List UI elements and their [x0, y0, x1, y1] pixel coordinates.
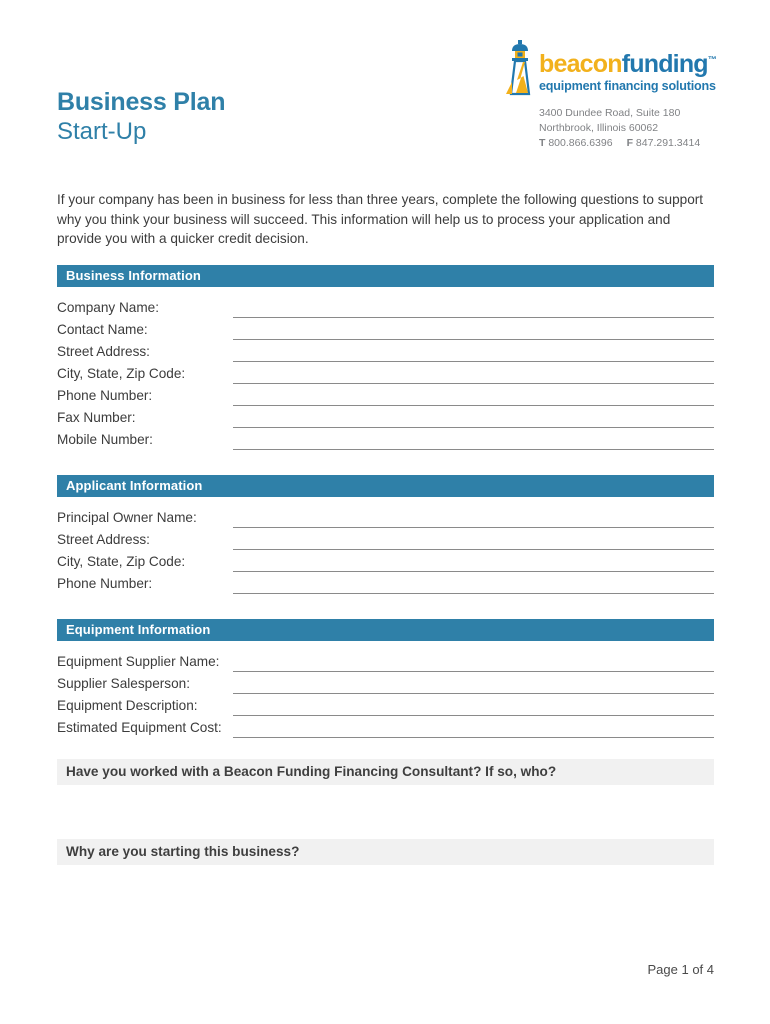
phone-number: 800.866.6396: [548, 137, 613, 150]
blank-fill-line: [233, 344, 714, 362]
field-label: Company Name:: [57, 299, 159, 315]
field-label: Fax Number:: [57, 409, 136, 425]
section-equipment-information: [57, 619, 714, 738]
field-row-estimated-equipment-cost: [57, 716, 714, 738]
field-row-supplier-salesperson: [57, 672, 714, 694]
logo-row: [505, 40, 717, 98]
field-label: Mobile Number:: [57, 431, 153, 447]
blank-fill-line: [233, 300, 714, 318]
title-line-1: Business Plan: [57, 88, 226, 116]
address-line-2: Northbrook, Illinois 60062: [539, 122, 659, 135]
brand-name-funding: funding: [621, 50, 708, 78]
page-title: [57, 88, 225, 146]
field-row-city-state-zip: [57, 362, 714, 384]
field-label: Supplier Salesperson:: [57, 675, 190, 691]
page-number: Page 1 of 4: [647, 962, 714, 977]
blank-fill-line: [233, 654, 714, 672]
business-information-rows: [57, 287, 714, 450]
section-header-business-information: Business Information: [57, 265, 714, 287]
trademark-symbol: ™: [707, 54, 717, 65]
company-logo: [505, 40, 717, 152]
field-label: Equipment Supplier Name:: [57, 653, 220, 669]
title-line-2: Start-Up: [57, 117, 147, 145]
blank-fill-line: [233, 388, 714, 406]
brand-name: [539, 52, 717, 77]
field-label: Principal Owner Name:: [57, 509, 197, 525]
field-row-street-address: [57, 528, 714, 550]
fax-number: 847.291.3414: [635, 137, 701, 150]
field-row-phone-number: [57, 572, 714, 594]
brand-name-beacon: beacon: [539, 50, 622, 78]
field-row-contact-name: [57, 318, 714, 340]
blank-fill-line: [233, 576, 714, 594]
equipment-information-rows: [57, 641, 714, 738]
company-address: [539, 106, 717, 152]
section-header-equipment-information: Equipment Information: [57, 619, 714, 641]
applicant-information-rows: [57, 497, 714, 594]
field-row-fax-number: [57, 406, 714, 428]
field-label: Contact Name:: [57, 321, 148, 337]
blank-fill-line: [233, 432, 714, 450]
blank-fill-line: [233, 410, 714, 428]
intro-paragraph: If your company has been in business for less than three years, complete the following questions to support why you think your business will succeed. This information will help us to process your application and provide you with a quicker credit decision.: [57, 192, 704, 246]
section-applicant-information: [57, 475, 714, 594]
question-why-starting: Why are you starting this business?: [57, 839, 714, 865]
field-label: City, State, Zip Code:: [57, 365, 186, 381]
field-label: Street Address:: [57, 531, 150, 547]
field-row-mobile-number: [57, 428, 714, 450]
field-row-principal-owner-name: [57, 506, 714, 528]
brand-text: [539, 40, 717, 93]
section-business-information: [57, 265, 714, 450]
field-row-company-name: [57, 296, 714, 318]
address-phone-fax: [539, 136, 717, 151]
field-label: City, State, Zip Code:: [57, 553, 186, 569]
field-row-city-state-zip: [57, 550, 714, 572]
field-label: Estimated Equipment Cost:: [57, 719, 222, 735]
field-row-equipment-description: [57, 694, 714, 716]
question-consultant: Have you worked with a Beacon Funding Financing Consultant? If so, who?: [57, 759, 714, 785]
field-row-phone-number: [57, 384, 714, 406]
blank-fill-line: [233, 720, 714, 738]
lighthouse-icon: [505, 40, 535, 98]
field-label: Street Address:: [57, 343, 150, 359]
brand-tagline: equipment financing solutions: [539, 79, 716, 93]
blank-fill-line: [233, 322, 714, 340]
section-header-applicant-information: Applicant Information: [57, 475, 714, 497]
fax-label: F: [626, 137, 633, 150]
phone-label: T: [539, 137, 546, 150]
field-row-equipment-supplier-name: [57, 650, 714, 672]
page-header: [0, 0, 770, 175]
address-line-1: 3400 Dundee Road, Suite 180: [539, 107, 681, 119]
field-label: Phone Number:: [57, 575, 153, 591]
blank-fill-line: [233, 532, 714, 550]
field-row-street-address: [57, 340, 714, 362]
blank-fill-line: [233, 676, 714, 694]
blank-fill-line: [233, 554, 714, 572]
field-label: Equipment Description:: [57, 697, 198, 713]
blank-fill-line: [233, 510, 714, 528]
blank-fill-line: [233, 366, 714, 384]
blank-fill-line: [233, 698, 714, 716]
field-label: Phone Number:: [57, 387, 153, 403]
